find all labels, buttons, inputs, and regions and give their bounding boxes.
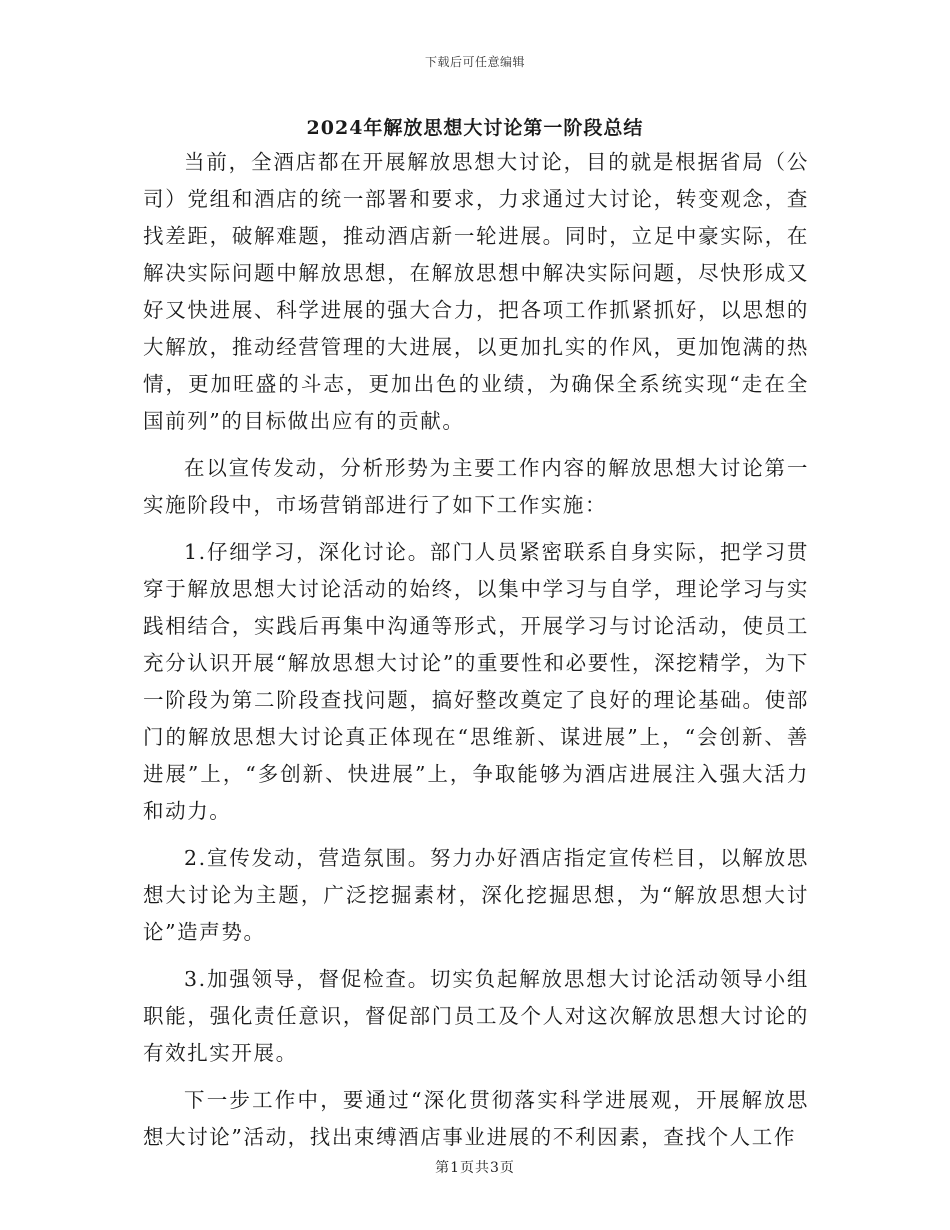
- paragraph: 下一步工作中，要通过“深化贯彻落实科学进展观，开展解放思想大讨论”活动，找出束缚酒店事业进展的不利因素，查找个人工作: [143, 1088, 809, 1149]
- document-title: 2024年解放思想大讨论第一阶段总结: [306, 117, 644, 139]
- paragraph: 2.宣传发动，营造氛围。努力办好酒店指定宣传栏目，以解放思想大讨论为主题，广泛挖掘素材，深化挖掘思想，为“解放思想大讨论”造声势。: [143, 846, 809, 944]
- header-note: 下载后可任意编辑: [424, 55, 525, 69]
- paragraph: 在以宣传发动，分析形势为主要工作内容的解放思想大讨论第一实施阶段中，市场营销部进行了如下工作实施：: [143, 456, 809, 517]
- paragraph: 当前，全酒店都在开展解放思想大讨论，目的就是根据省局（公司）党组和酒店的统一部署和要求，力求通过大讨论，转变观念，查找差距，破解难题，推动酒店新一轮进展。同时，立足中豪实际，在解决实际问题中解放思想，在解放思想中解决实际问题，尽快形成又好又快进展、科学进展的强大合力，把各项工作抓紧抓好，以思想的大解放，推动经营管理的大进展，以更加扎实的作风，更加饱满的热情，更加旺盛的斗志，更加出色的业绩，为确保全系统实现“走在全国前列”的目标做出应有的贡献。: [143, 150, 809, 433]
- page-number: 第1页共3页: [435, 1160, 515, 1176]
- document-body: [143, 144, 809, 1166]
- paragraph: 1.仔细学习，深化讨论。部门人员紧密联系自身实际，把学习贯穿于解放思想大讨论活动的始终，以集中学习与自学，理论学习与实践相结合，实践后再集中沟通等形式，开展学习与讨论活动，使员工充分认识开展“解放思想大讨论”的重要性和必要性，深挖精学，为下一阶段为第二阶段查找问题，搞好整改奠定了良好的理论基础。使部门的解放思想大讨论真正体现在“思维新、谋进展”上，“会创新、善进展”上，“多创新、快进展”上，争取能够为酒店进展注入强大活力和动力。: [143, 540, 809, 823]
- paragraph: 3.加强领导，督促检查。切实负起解放思想大讨论活动领导小组职能，强化责任意识，督促部门员工及个人对这次解放思想大讨论的有效扎实开展。: [143, 967, 809, 1065]
